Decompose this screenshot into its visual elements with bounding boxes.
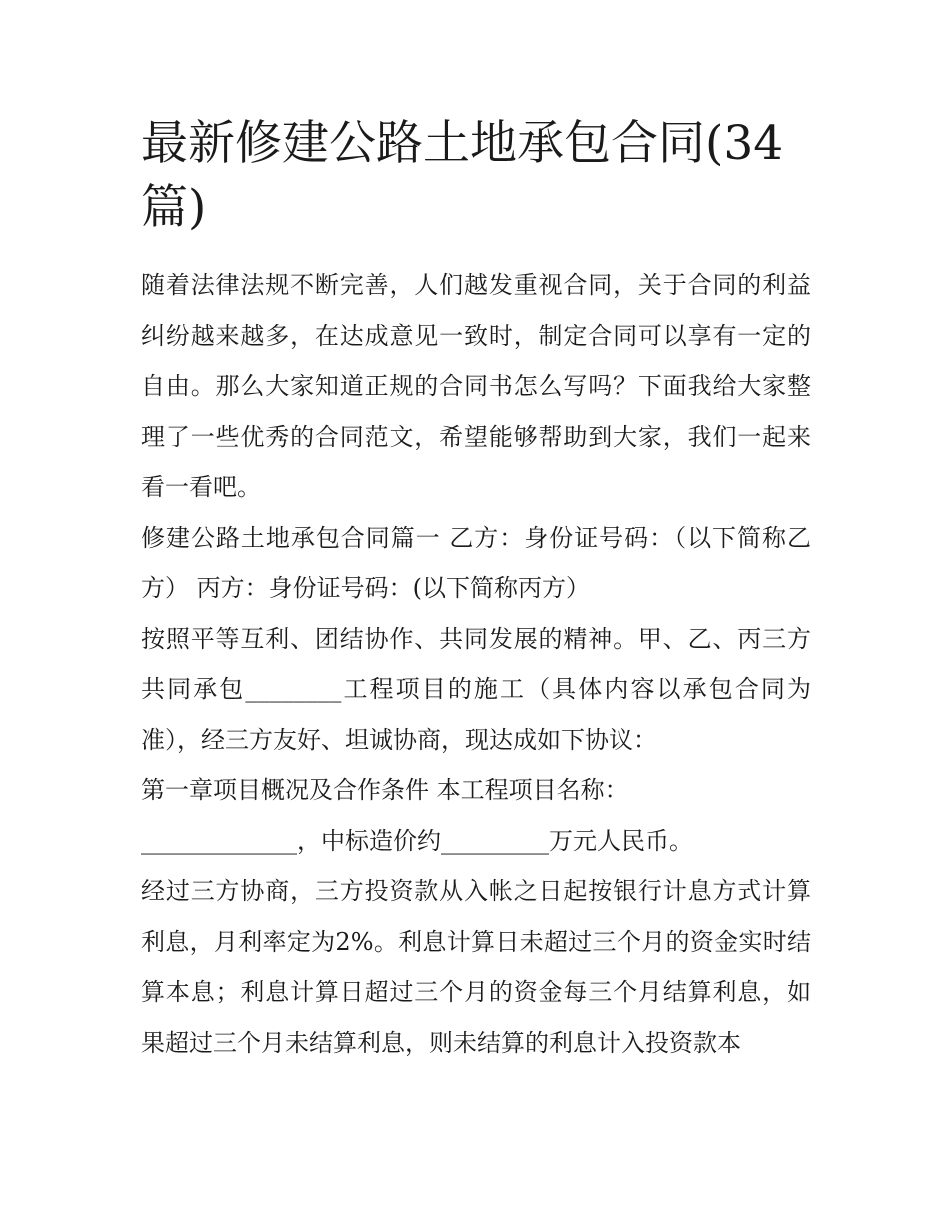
project-name-paragraph: _____________，中标造价约_________万元人民币。 (141, 826, 693, 855)
interest-paragraph: 经过三方协商，三方投资款从入帐之日起按银行计息方式计算利息，月利率定为2%。利息计算日未超过三个月的资金实时结算本息；利息计算日超过三个月的资金每三个月结算利息，如果超过三个月未结算利息，则未结算的利息计入投资款本 (141, 877, 811, 1057)
document-title: 最新修建公路土地承包合同(34篇) (141, 116, 784, 235)
parties-paragraph: 修建公路土地承包合同篇一 乙方：身份证号码：（以下简称乙方） 丙方：身份证号码：(以下简称丙方） (141, 523, 811, 602)
document-page (141, 112, 811, 1068)
agreement-paragraph: 按照平等互利、团结协作、共同发展的精神。甲、乙、丙三方共同承包________工程项目的施工（具体内容以承包合同为准），经三方友好、坦诚协商，现达成如下协议： (141, 624, 811, 754)
chapter-heading-paragraph: 第一章项目概况及合作条件 本工程项目名称： (141, 776, 629, 804)
intro-paragraph: 随着法律法规不断完善，人们越发重视合同，关于合同的利益纠纷越来越多，在达成意见一致时，制定合同可以享有一定的自由。那么大家知道正规的合同书怎么写吗？下面我给大家整理了一些优秀的合同范文，希望能够帮助到大家，我们一起来看一看吧。 (141, 271, 811, 501)
document-body (141, 260, 811, 1068)
